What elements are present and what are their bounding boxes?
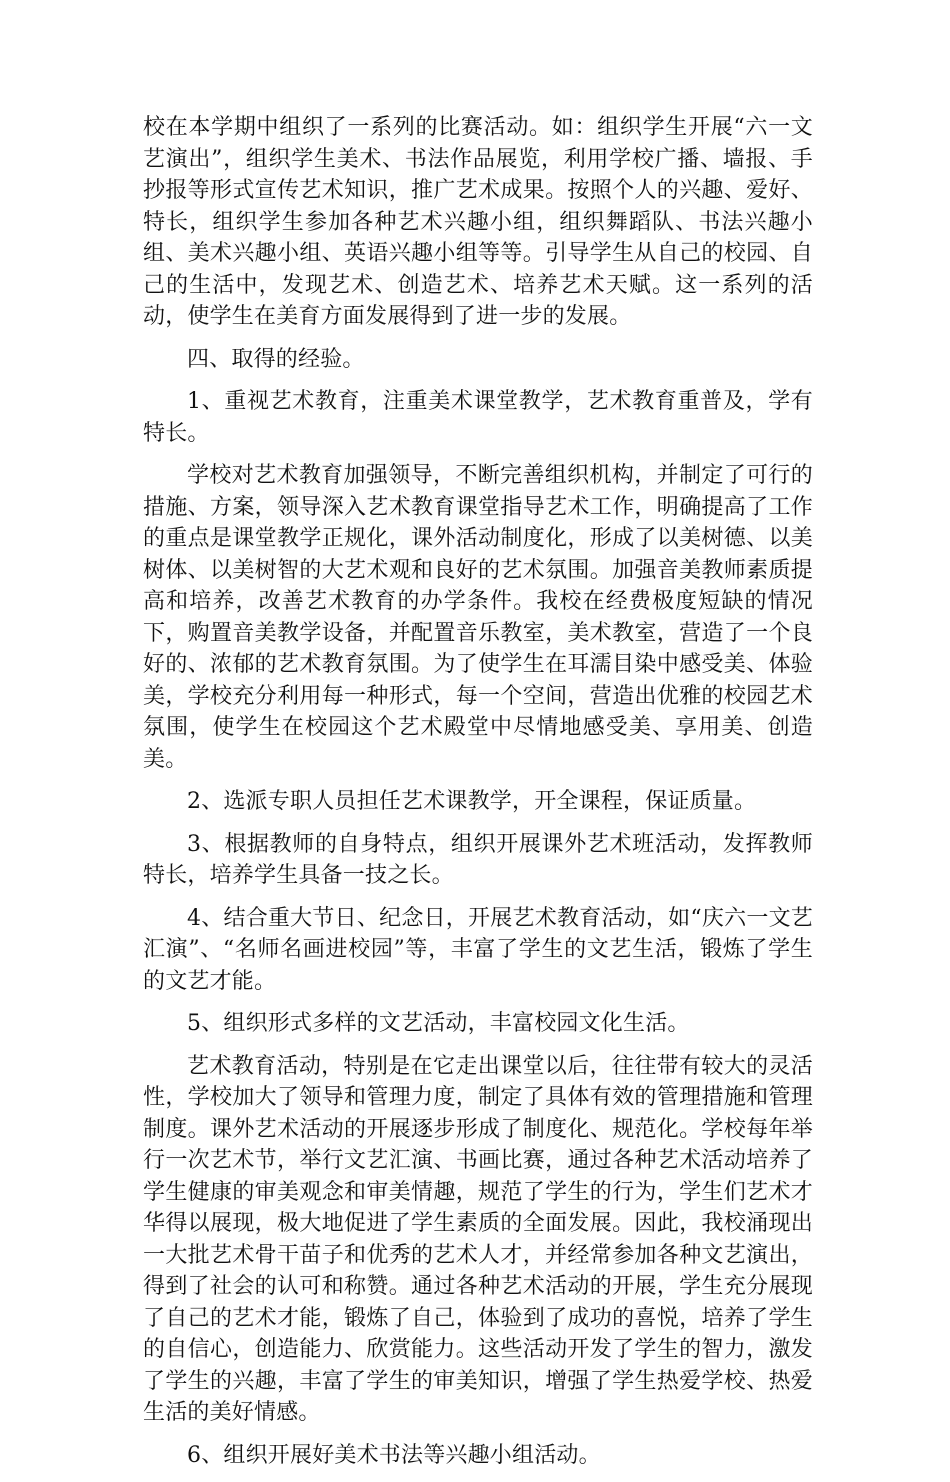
item-3-heading: 3、根据教师的自身特点，组织开展课外艺术班活动，发挥教师特长，培养学生具备一技之长。 xyxy=(143,831,813,888)
section-heading-experience: 四、取得的经验。 xyxy=(187,346,365,372)
item-5-heading: 5、组织形式多样的文艺活动，丰富校园文化生活。 xyxy=(187,1011,690,1036)
paragraph-leadership: 学校对艺术教育加强领导，不断完善组织机构，并制定了可行的措施、方案，领导深入艺术教育课堂指导艺术工作，明确提高了工作的重点是课堂教学正规化，课外活动制度化，形成了以美树德、以美树体、以美树智的大艺术观和良好的艺术氛围。加强音美教师素质提高和培养，改善艺术教育的办学条件。我校在经费极度短缺的情况下，购置音美教学设备，并配置音乐教室，美术教室，营造了一个良好的、浓郁的艺术教育氛围。为了使学生在耳濡目染中感受美、体验美，学校充分利用每一种形式，每一个空间，营造出优雅的校园艺术氛围，使学生在校园这个艺术殿堂中尽情地感受美、享用美、创造美。 xyxy=(143,463,813,772)
paragraph-activities: 艺术教育活动，特别是在它走出课堂以后，往往带有较大的灵活性，学校加大了领导和管理力度，制定了具体有效的管理措施和管理制度。课外艺术活动的开展逐步形成了制度化、规范化。学校每年举行一次艺术节，举行文艺汇演、书画比赛，通过各种艺术活动培养了学生健康的审美观念和审美情趣，规范了学生的行为，学生们艺术才华得以展现，极大地促进了学生素质的全面发展。因此，我校涌现出一大批艺术骨干苗子和优秀的艺术人才，并经常参加各种文艺演出，得到了社会的认可和称赞。通过各种艺术活动的开展，学生充分展现了自己的艺术才能，锻炼了自己，体验到了成功的喜悦，培养了学生的自信心，创造能力、欣赏能力。这些活动开发了学生的智力，激发了学生的兴趣，丰富了学生的审美知识，增强了学生热爱学校、热爱生活的美好情感。 xyxy=(143,1053,813,1425)
item-6-heading: 6、组织开展好美术书法等兴趣小组活动。 xyxy=(187,1442,601,1468)
item-4-heading: 4、结合重大节日、纪念日，开展艺术教育活动，如“庆六一文艺汇演”、“名师名画进校园”等，丰富了学生的文艺生活，锻炼了学生的文艺才能。 xyxy=(143,905,813,994)
document-page xyxy=(143,112,813,1482)
paragraph-continuation: 校在本学期中组织了一系列的比赛活动。如：组织学生开展“六一文艺演出”，组织学生美术、书法作品展览，利用学校广播、墙报、手抄报等形式宣传艺术知识，推广艺术成果。按照个人的兴趣、爱好、特长，组织学生参加各种艺术兴趣小组，组织舞蹈队、书法兴趣小组、美术兴趣小组、英语兴趣小组等等。引导学生从自己的校园、自己的生活中，发现艺术、创造艺术、培养艺术天赋。这一系列的活动，使学生在美育方面发展得到了进一步的发展。 xyxy=(143,115,813,329)
item-1-heading: 1、重视艺术教育，注重美术课堂教学，艺术教育重普及，学有特长。 xyxy=(143,389,813,446)
item-2-heading: 2、选派专职人员担任艺术课教学，开全课程，保证质量。 xyxy=(187,789,757,814)
